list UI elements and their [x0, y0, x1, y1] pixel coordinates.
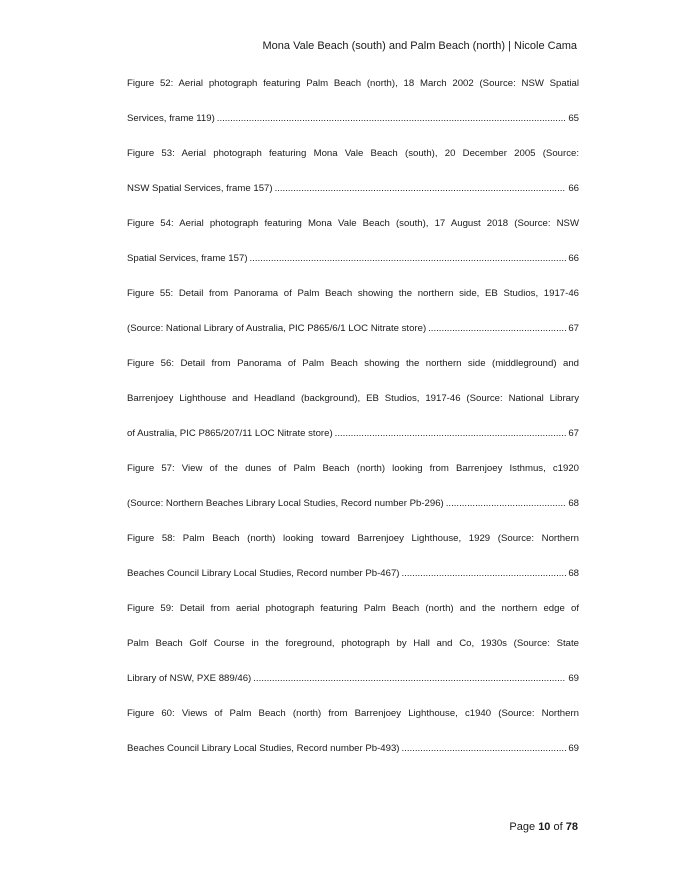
toc-page-number: 69 — [568, 743, 579, 754]
dot-leader — [217, 113, 567, 125]
total-pages: 78 — [565, 821, 578, 833]
current-page: 10 — [538, 821, 551, 833]
toc-entry-last-line — [127, 673, 579, 685]
toc-entry[interactable] — [127, 288, 579, 335]
toc-entry-text: Library of NSW, PXE 889/46) — [127, 673, 252, 684]
toc-entry[interactable] — [127, 533, 579, 580]
list-of-figures — [127, 78, 579, 778]
toc-entry-text: Figure 59: Detail from aerial photograph featuring Palm Beach (north) and the northern edge of — [127, 603, 579, 614]
toc-entry-last-line — [127, 253, 579, 265]
dot-leader — [446, 498, 567, 510]
dot-leader — [402, 743, 567, 755]
toc-page-number: 66 — [568, 183, 579, 194]
toc-entry-last-line — [127, 323, 579, 335]
toc-entry-text: Spatial Services, frame 157) — [127, 253, 248, 264]
toc-entry-last-line — [127, 743, 579, 755]
toc-entry-last-line — [127, 428, 579, 440]
toc-entry-text: Services, frame 119) — [127, 113, 215, 124]
toc-entry[interactable] — [127, 78, 579, 125]
toc-entry-text: Palm Beach Golf Course in the foreground, photograph by Hall and Co, 1930s (Source: State — [127, 638, 579, 649]
page-of-label: of — [553, 821, 563, 833]
toc-entry-text: Beaches Council Library Local Studies, Record number Pb-467) — [127, 568, 400, 579]
toc-page-number: 68 — [568, 568, 579, 579]
toc-page-number: 69 — [568, 673, 579, 684]
toc-entry-text: of Australia, PIC P865/207/11 LOC Nitrate store) — [127, 428, 333, 439]
dot-leader — [275, 183, 567, 195]
toc-entry-text: Figure 54: Aerial photograph featuring Mona Vale Beach (south), 17 August 2018 (Source: NSW — [127, 218, 579, 229]
toc-entry-text: Beaches Council Library Local Studies, Record number Pb-493) — [127, 743, 400, 754]
toc-entry-text: Figure 56: Detail from Panorama of Palm Beach showing the northern side (middleground) and — [127, 358, 579, 369]
toc-entry-last-line — [127, 183, 579, 195]
toc-entry[interactable] — [127, 358, 579, 440]
toc-page-number: 65 — [568, 113, 579, 124]
dot-leader — [402, 568, 567, 580]
toc-entry[interactable] — [127, 463, 579, 510]
toc-entry-text: Figure 55: Detail from Panorama of Palm Beach showing the northern side, EB Studios, 1917-46 — [127, 288, 579, 299]
toc-entry[interactable] — [127, 148, 579, 195]
toc-entry-text: Figure 53: Aerial photograph featuring Mona Vale Beach (south), 20 December 2005 (Source: — [127, 148, 579, 159]
toc-page-number: 67 — [568, 428, 579, 439]
toc-entry-text: Figure 58: Palm Beach (north) looking toward Barrenjoey Lighthouse, 1929 (Source: Northern — [127, 533, 579, 544]
toc-entry-text: Barrenjoey Lighthouse and Headland (background), EB Studios, 1917-46 (Source: National Library — [127, 393, 579, 404]
toc-entry-last-line — [127, 113, 579, 125]
toc-page-number: 67 — [568, 323, 579, 334]
dot-leader — [428, 323, 566, 335]
toc-page-number: 66 — [568, 253, 579, 264]
toc-entry-text: (Source: National Library of Australia, PIC P865/6/1 LOC Nitrate store) — [127, 323, 427, 334]
toc-entry[interactable] — [127, 603, 579, 685]
toc-entry-text: (Source: Northern Beaches Library Local Studies, Record number Pb-296) — [127, 498, 444, 509]
toc-entry-text: Figure 60: Views of Palm Beach (north) from Barrenjoey Lighthouse, c1940 (Source: Northern — [127, 708, 579, 719]
toc-entry-text: Figure 52: Aerial photograph featuring Palm Beach (north), 18 March 2002 (Source: NSW Spatial — [127, 78, 579, 89]
toc-page-number: 68 — [568, 498, 579, 509]
running-header: Mona Vale Beach (south) and Palm Beach (north) | Nicole Cama — [262, 40, 577, 52]
toc-entry-text: Figure 57: View of the dunes of Palm Beach (north) looking from Barrenjoey Isthmus, c1920 — [127, 463, 579, 474]
toc-entry-last-line — [127, 568, 579, 580]
dot-leader — [253, 673, 566, 685]
dot-leader — [250, 253, 567, 265]
toc-entry-last-line — [127, 498, 579, 510]
toc-entry[interactable] — [127, 708, 579, 755]
toc-entry-text: NSW Spatial Services, frame 157) — [127, 183, 273, 194]
toc-entry[interactable] — [127, 218, 579, 265]
page-number — [509, 821, 578, 833]
page-label: Page — [509, 821, 536, 833]
dot-leader — [335, 428, 567, 440]
